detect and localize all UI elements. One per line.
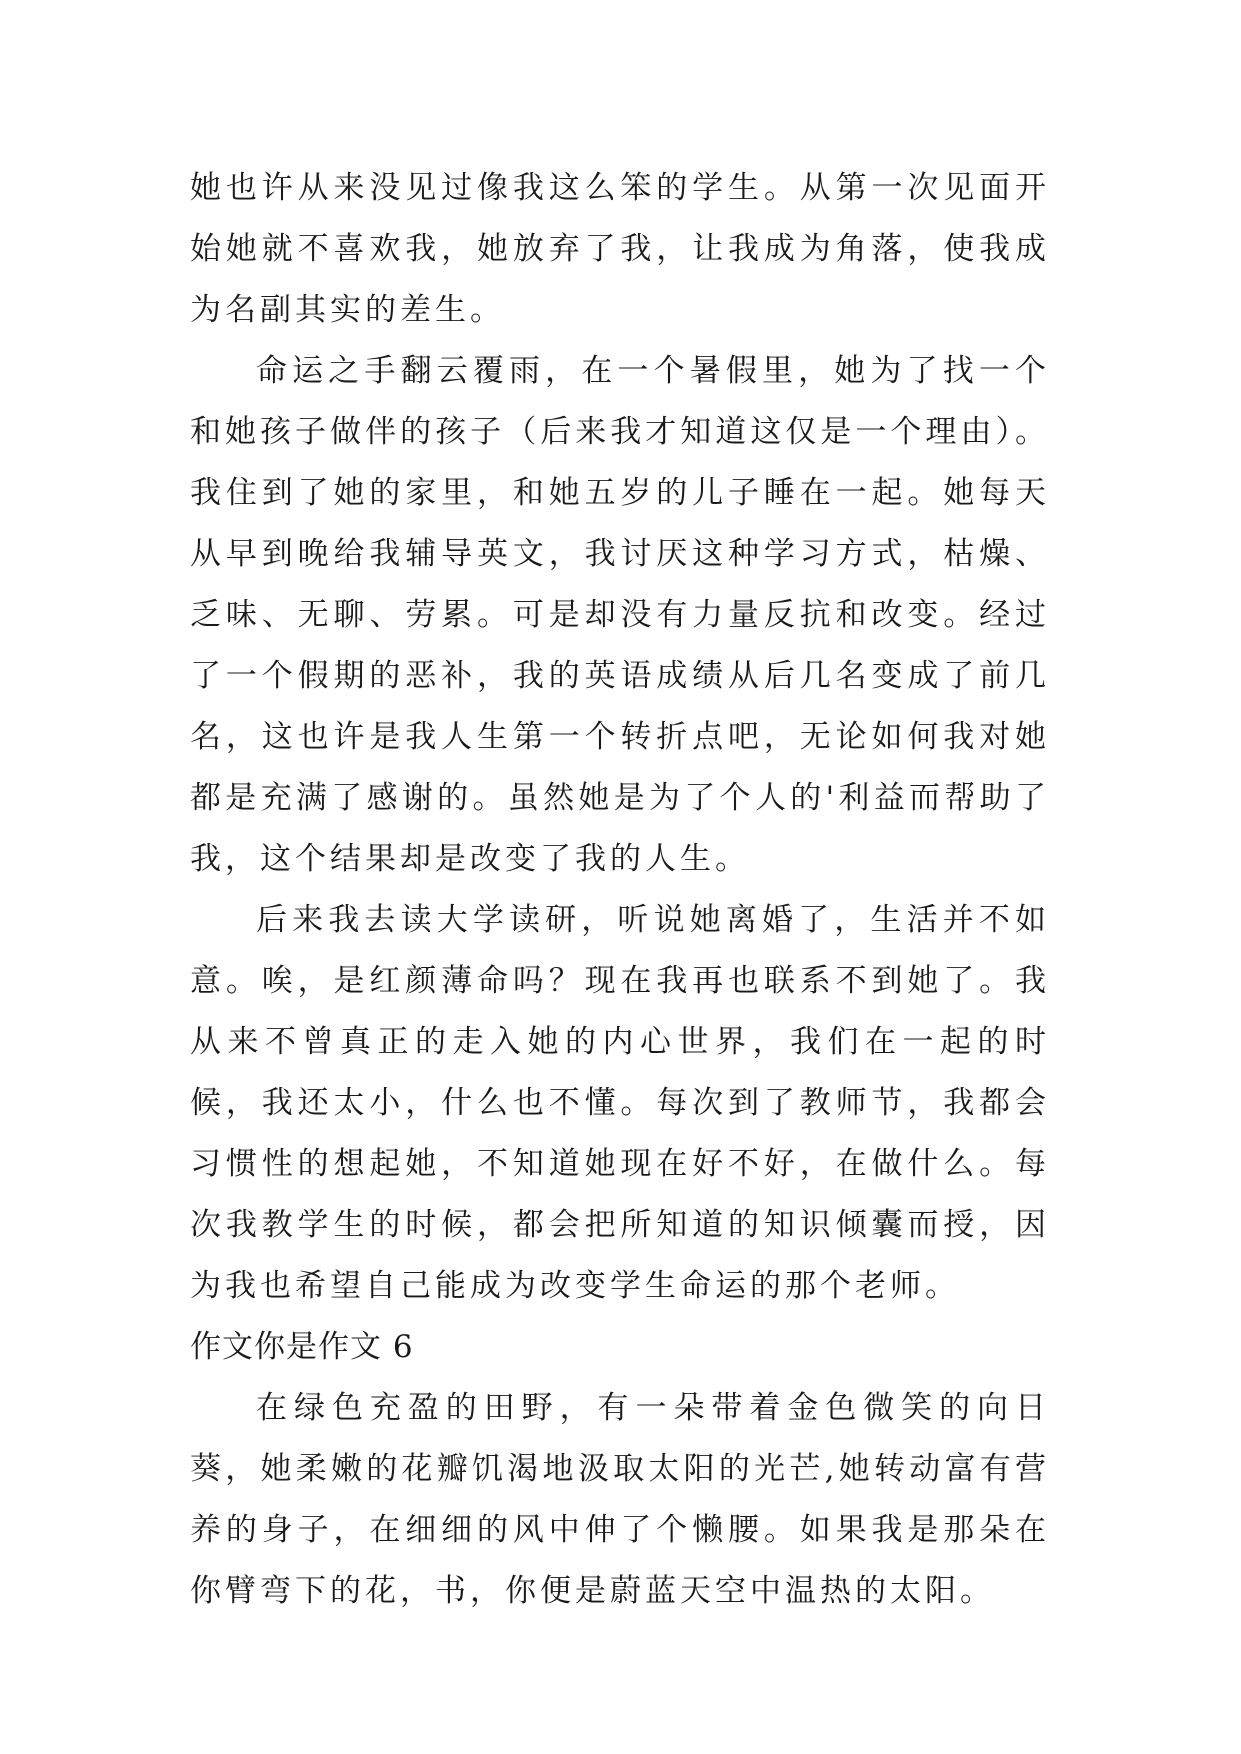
paragraph-1: 她也许从来没见过像我这么笨的学生。从第一次见面开始她就不喜欢我，她放弃了我，让我成为角落，使我成为名副其实的差生。 (190, 170, 1050, 328)
document-page (190, 158, 1050, 1622)
section-heading: 作文你是作文 6 (190, 1329, 414, 1365)
paragraph-2: 命运之手翻云覆雨，在一个暑假里，她为了找一个和她孩子做伴的孩子（后来我才知道这仅是一个理由）。我住到了她的家里，和她五岁的儿子睡在一起。她每天从早到晚给我辅导英文，我讨厌这种学习方式，枯燥、乏味、无聊、劳累。可是却没有力量反抗和改变。经过了一个假期的恶补，我的英语成绩从后几名变成了前几名，这也许是我人生第一个转折点吧，无论如何我对她都是充满了感谢的。虽然她是为了个人的'利益而帮助了我，这个结果却是改变了我的人生。 (190, 353, 1050, 877)
paragraph-3: 后来我去读大学读研，听说她离婚了，生活并不如意。唉，是红颜薄命吗？现在我再也联系不到她了。我从来不曾真正的走入她的内心世界，我们在一起的时候，我还太小，什么也不懂。每次到了教师节，我都会习惯性的想起她，不知道她现在好不好，在做什么。每次我教学生的时候，都会把所知道的知识倾囊而授，因为我也希望自己能成为改变学生命运的那个老师。 (190, 902, 1050, 1304)
section-paragraph: 在绿色充盈的田野，有一朵带着金色微笑的向日葵，她柔嫩的花瓣饥渴地汲取太阳的光芒,她转动富有营养的身子，在细细的风中伸了个懒腰。如果我是那朵在你臂弯下的花，书，你便是蔚蓝天空中温热的太阳。 (190, 1390, 1050, 1609)
